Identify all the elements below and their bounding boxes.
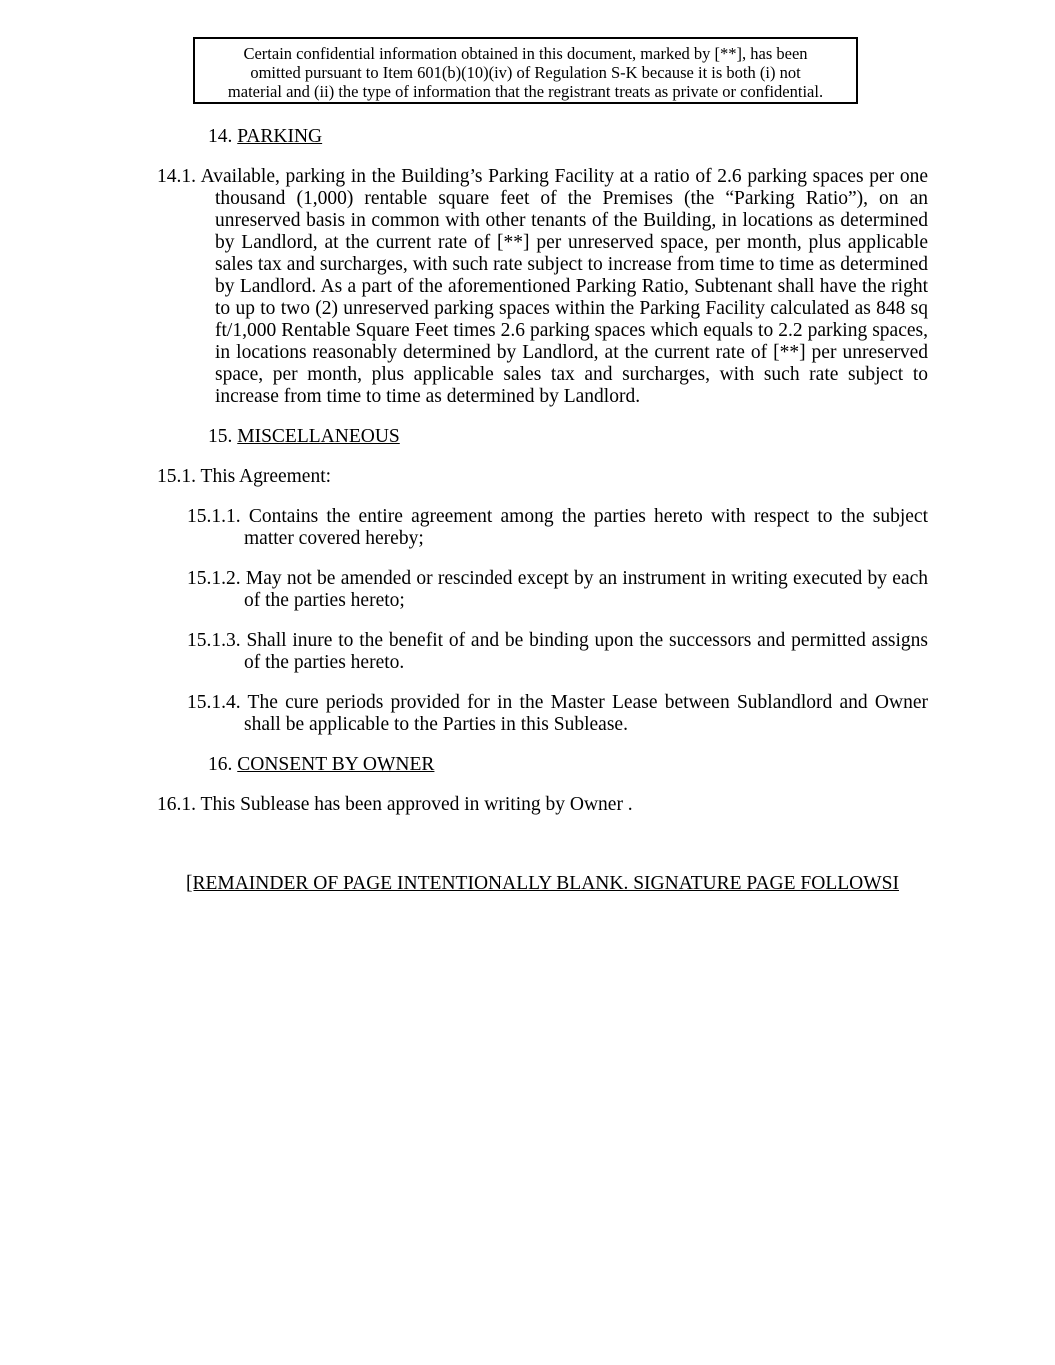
paragraph-text: Shall inure to the benefit of and be binding upon the successors and permitted assigns of the parties hereto. [244,630,928,673]
section-number: 14. [208,126,233,147]
paragraph-text: The cure periods provided for in the Master Lease between Sublandlord and Owner shall be applicable to the Parties in this Sublease. [244,692,928,735]
confidential-notice-box [193,37,858,104]
paragraph-15-1 [157,466,928,488]
section-title: PARKING [237,126,323,147]
confidential-notice-line: Certain confidential information obtained in this document, marked by [**], has been [243,44,808,63]
paragraph-number: 16.1. [157,794,196,815]
section-title: CONSENT BY OWNER [237,754,435,775]
paragraph-number: 15.1.3. [187,630,241,651]
confidential-notice-line: omitted pursuant to Item 601(b)(10)(iv) of Regulation S-K because it is both (i) not [250,63,801,82]
paragraph-15-1-4 [187,692,928,736]
section-heading-parking [208,126,928,148]
section-number: 15. [208,426,233,447]
paragraph-number: 14.1. [157,166,196,187]
confidential-notice-line: material and (ii) the type of information that the registrant treats as private or confidential. [227,82,824,101]
paragraph-number: 15.1.1. [187,506,241,527]
paragraph-14-1 [157,166,928,408]
paragraph-number: 15.1.4. [187,692,241,713]
section-title: MISCELLANEOUS [237,426,400,447]
section-heading-miscellaneous [208,426,928,448]
paragraph-number: 15.1. [157,466,196,487]
remainder-of-page-notice [157,873,928,895]
document-body [157,126,928,895]
section-number: 16. [208,754,233,775]
paragraph-15-1-1 [187,506,928,550]
paragraph-15-1-3 [187,630,928,674]
paragraph-text: Available, parking in the Building’s Parking Facility at a ratio of 2.6 parking spaces per one thousand (1,000) rentable square feet of the Premises (the “Parking Ratio”), on an unreserved basis in common with other tenants of the Building, in locations as determined by Landlord, at the current rate of [**] per unreserved space, per month, plus applicable sales tax and surcharges, with such rate subject to increase from time to time as determined by Landlord. As a part of the aforementioned Parking Ratio, Subtenant shall have the right to up to two (2) unreserved parking spaces within the Parking Facility calculated as 848 sq ft/1,000 Rentable Square Feet times 2.6 parking spaces which equals to 2.2 parking spaces, in locations reasonably determined by Landlord, at the current rate of [**] per unreserved space, per month, plus applicable sales tax and surcharges, with such rate subject to increase from time to time as determined by Landlord. [200,166,928,407]
paragraph-16-1 [157,794,928,816]
paragraph-text: May not be amended or rescinded except by an instrument in writing executed by each of the parties hereto; [244,568,929,611]
remainder-of-page-text: [REMAINDER OF PAGE INTENTIONALLY BLANK. SIGNATURE PAGE FOLLOWSI [185,873,900,894]
paragraph-number: 15.1.2. [187,568,241,589]
section-heading-consent-by-owner [208,754,928,776]
paragraph-text: This Sublease has been approved in writing by Owner . [200,794,633,815]
paragraph-15-1-2 [187,568,928,612]
paragraph-text: Contains the entire agreement among the parties hereto with respect to the subject matter covered hereby; [244,506,929,549]
paragraph-text: This Agreement: [200,466,332,487]
